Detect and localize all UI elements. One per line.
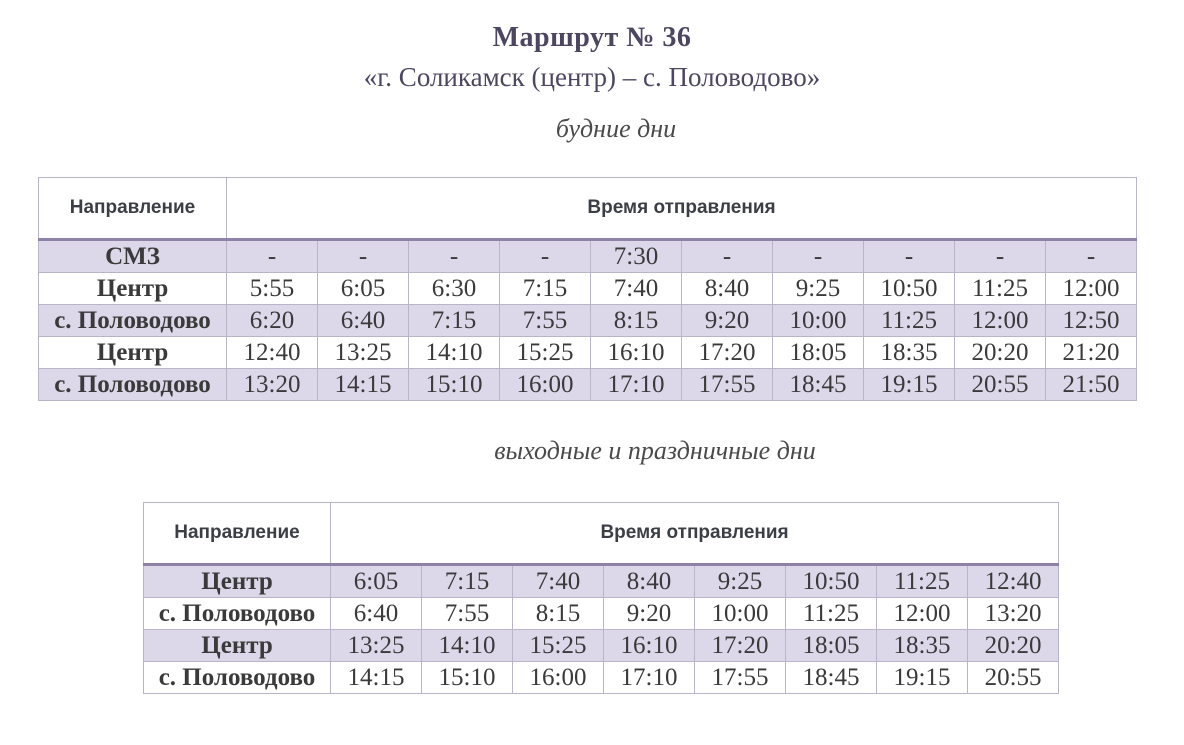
departure-time-cell: 10:00 bbox=[773, 305, 864, 337]
departure-time-cell: 18:05 bbox=[773, 337, 864, 369]
table-row bbox=[39, 337, 1137, 369]
departure-time-cell: 20:55 bbox=[955, 369, 1046, 401]
departure-time-cell: 9:25 bbox=[695, 565, 786, 598]
departure-time-column-header: Время отправления bbox=[227, 178, 1137, 240]
departure-time-cell: 13:25 bbox=[331, 630, 422, 662]
departure-time-cell: 17:55 bbox=[695, 662, 786, 694]
departure-time-cell: 10:50 bbox=[786, 565, 877, 598]
departure-time-cell: 7:15 bbox=[409, 305, 500, 337]
departure-time-cell: 16:10 bbox=[591, 337, 682, 369]
departure-time-cell: 7:15 bbox=[500, 273, 591, 305]
direction-cell: с. Половодово bbox=[39, 369, 227, 401]
departure-time-cell: 15:10 bbox=[422, 662, 513, 694]
departure-time-cell: 13:20 bbox=[227, 369, 318, 401]
departure-time-cell: 6:30 bbox=[409, 273, 500, 305]
departure-time-cell: - bbox=[318, 240, 409, 273]
weekend-schedule-table bbox=[143, 502, 1059, 694]
direction-cell: с. Половодово bbox=[39, 305, 227, 337]
departure-time-cell: 19:15 bbox=[877, 662, 968, 694]
departure-time-cell: 6:05 bbox=[318, 273, 409, 305]
departure-time-cell: - bbox=[955, 240, 1046, 273]
departure-time-cell: - bbox=[864, 240, 955, 273]
departure-time-cell: 7:55 bbox=[500, 305, 591, 337]
departure-time-cell: 8:15 bbox=[591, 305, 682, 337]
departure-time-cell: 7:30 bbox=[591, 240, 682, 273]
departure-time-cell: 11:25 bbox=[955, 273, 1046, 305]
departure-time-cell: 17:20 bbox=[695, 630, 786, 662]
departure-time-cell: 15:25 bbox=[513, 630, 604, 662]
departure-time-cell: 16:00 bbox=[513, 662, 604, 694]
weekday-schedule-table bbox=[38, 177, 1137, 401]
departure-time-cell: 13:25 bbox=[318, 337, 409, 369]
departure-time-cell: 21:20 bbox=[1046, 337, 1137, 369]
departure-time-cell: 8:15 bbox=[513, 598, 604, 630]
departure-time-cell: 17:10 bbox=[604, 662, 695, 694]
direction-cell: Центр bbox=[39, 273, 227, 305]
departure-time-cell: 16:10 bbox=[604, 630, 695, 662]
departure-time-cell: 19:15 bbox=[864, 369, 955, 401]
page-title: Маршрут № 36 bbox=[492, 22, 692, 53]
departure-time-cell: 18:35 bbox=[864, 337, 955, 369]
departure-time-cell: 6:40 bbox=[331, 598, 422, 630]
departure-time-cell: 12:00 bbox=[1046, 273, 1137, 305]
table-header-row bbox=[39, 178, 1137, 240]
departure-time-cell: 14:10 bbox=[422, 630, 513, 662]
departure-time-cell: 21:50 bbox=[1046, 369, 1137, 401]
departure-time-cell: 6:40 bbox=[318, 305, 409, 337]
table-row bbox=[39, 240, 1137, 273]
departure-time-cell: 9:20 bbox=[682, 305, 773, 337]
departure-time-cell: 18:45 bbox=[773, 369, 864, 401]
departure-time-cell: 15:25 bbox=[500, 337, 591, 369]
departure-time-cell: 12:50 bbox=[1046, 305, 1137, 337]
departure-time-cell: 20:20 bbox=[955, 337, 1046, 369]
table-row bbox=[39, 273, 1137, 305]
table-row bbox=[144, 630, 1059, 662]
departure-time-cell: - bbox=[682, 240, 773, 273]
departure-time-cell: 11:25 bbox=[877, 565, 968, 598]
direction-cell: Центр bbox=[39, 337, 227, 369]
direction-cell: СМЗ bbox=[39, 240, 227, 273]
departure-time-cell: 12:00 bbox=[955, 305, 1046, 337]
direction-cell: Центр bbox=[144, 630, 331, 662]
departure-time-cell: 17:10 bbox=[591, 369, 682, 401]
departure-time-cell: 9:25 bbox=[773, 273, 864, 305]
departure-time-cell: 10:00 bbox=[695, 598, 786, 630]
table-header-row bbox=[144, 503, 1059, 565]
departure-time-cell: - bbox=[773, 240, 864, 273]
departure-time-cell: 6:05 bbox=[331, 565, 422, 598]
departure-time-cell: 11:25 bbox=[786, 598, 877, 630]
departure-time-cell: 17:55 bbox=[682, 369, 773, 401]
departure-time-cell: 20:20 bbox=[968, 630, 1059, 662]
departure-time-cell: - bbox=[227, 240, 318, 273]
departure-time-cell: 13:20 bbox=[968, 598, 1059, 630]
departure-time-column-header: Время отправления bbox=[331, 503, 1059, 565]
departure-time-cell: 8:40 bbox=[682, 273, 773, 305]
departure-time-cell: 18:05 bbox=[786, 630, 877, 662]
departure-time-cell: 14:15 bbox=[331, 662, 422, 694]
direction-cell: с. Половодово bbox=[144, 662, 331, 694]
departure-time-cell: - bbox=[409, 240, 500, 273]
departure-time-cell: 10:50 bbox=[864, 273, 955, 305]
departure-time-cell: 17:20 bbox=[682, 337, 773, 369]
route-subtitle: «г. Соликамск (центр) – с. Половодово» bbox=[363, 62, 821, 92]
departure-time-cell: 20:55 bbox=[968, 662, 1059, 694]
weekday-section-label: будние дни bbox=[555, 114, 677, 143]
direction-cell: с. Половодово bbox=[144, 598, 331, 630]
departure-time-cell: 5:55 bbox=[227, 273, 318, 305]
departure-time-cell: 12:40 bbox=[227, 337, 318, 369]
departure-time-cell: 7:40 bbox=[513, 565, 604, 598]
departure-time-cell: 16:00 bbox=[500, 369, 591, 401]
departure-time-cell: 8:40 bbox=[604, 565, 695, 598]
departure-time-cell: 7:55 bbox=[422, 598, 513, 630]
departure-time-cell: - bbox=[1046, 240, 1137, 273]
table-row bbox=[144, 598, 1059, 630]
departure-time-cell: 7:15 bbox=[422, 565, 513, 598]
departure-time-cell: 14:15 bbox=[318, 369, 409, 401]
departure-time-cell: 14:10 bbox=[409, 337, 500, 369]
departure-time-cell: 9:20 bbox=[604, 598, 695, 630]
direction-column-header: Направление bbox=[39, 178, 227, 240]
table-row bbox=[39, 369, 1137, 401]
direction-column-header: Направление bbox=[144, 503, 331, 565]
weekend-section-label: выходные и праздничные дни bbox=[494, 436, 816, 465]
departure-time-cell: 18:35 bbox=[877, 630, 968, 662]
departure-time-cell: 11:25 bbox=[864, 305, 955, 337]
table-row bbox=[144, 662, 1059, 694]
table-row bbox=[144, 565, 1059, 598]
departure-time-cell: 12:00 bbox=[877, 598, 968, 630]
departure-time-cell: 6:20 bbox=[227, 305, 318, 337]
table-row bbox=[39, 305, 1137, 337]
departure-time-cell: 15:10 bbox=[409, 369, 500, 401]
departure-time-cell: 18:45 bbox=[786, 662, 877, 694]
departure-time-cell: 7:40 bbox=[591, 273, 682, 305]
departure-time-cell: - bbox=[500, 240, 591, 273]
direction-cell: Центр bbox=[144, 565, 331, 598]
departure-time-cell: 12:40 bbox=[968, 565, 1059, 598]
